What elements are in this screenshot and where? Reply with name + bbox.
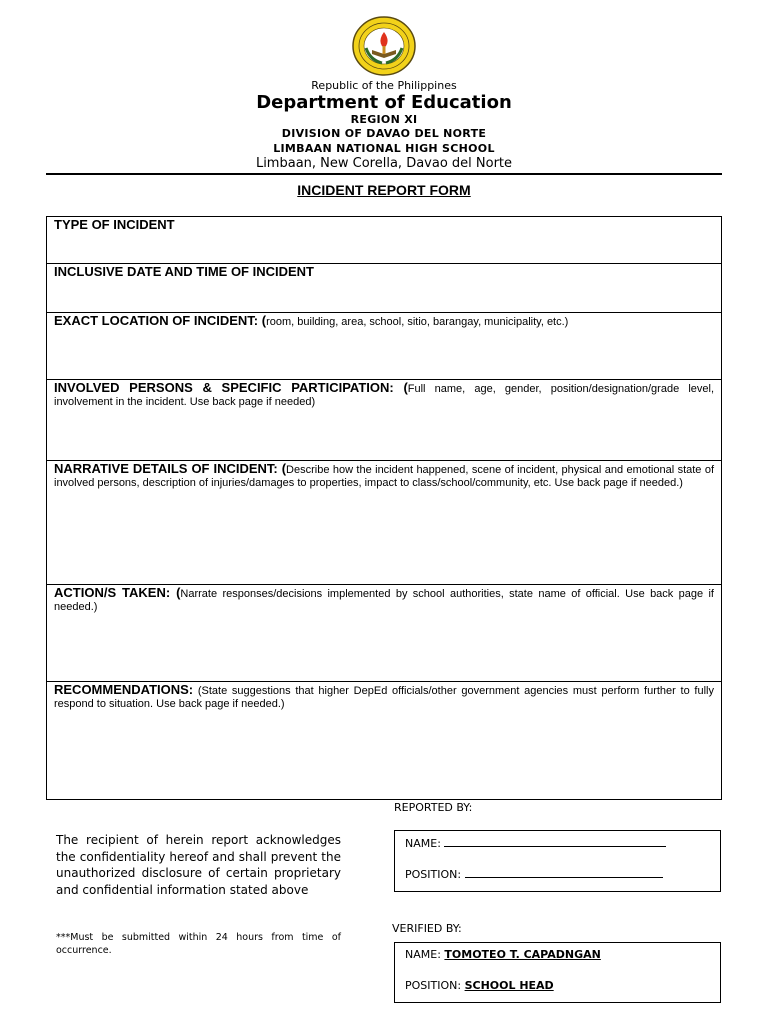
position-blank[interactable] (465, 867, 663, 878)
department-title: Department of Education (256, 92, 512, 113)
header-divider (46, 173, 722, 175)
section-label: ACTION/S TAKEN: ( (54, 585, 181, 600)
submission-note: ***Must be submitted within 24 hours from time of occurrence. (56, 932, 341, 956)
section-date-time[interactable] (47, 264, 721, 313)
reported-by-box (394, 830, 721, 892)
position-label: POSITION: (405, 979, 465, 992)
section-hint: Describe how the incident happened, scene of incident, physical and emotional state of involved persons, description of injuries/damages to properties, impact to class/school/community, etc. Use back page if needed.) (54, 464, 714, 489)
school-address: Limbaan, New Corella, Davao del Norte (255, 156, 513, 171)
name-label: NAME: (405, 948, 445, 961)
confidentiality-notice: The recipient of herein report acknowledges the confidentiality hereof and shall prevent the unauthorized disclosure of certain proprietary and confidential information stated above (56, 833, 341, 897)
section-involved-persons[interactable] (47, 380, 721, 461)
form-title: INCIDENT REPORT FORM (297, 182, 471, 198)
incident-form-table (46, 216, 722, 800)
verifier-name: TOMOTEO T. CAPADNGAN (444, 948, 601, 961)
section-type-of-incident[interactable] (47, 217, 721, 264)
verifier-name-field (405, 948, 601, 961)
school-seal-icon (352, 16, 416, 76)
republic-label: Republic of the Philippines (311, 79, 457, 92)
school-name: LIMBAAN NATIONAL HIGH SCHOOL (273, 142, 495, 155)
section-label: INCLUSIVE DATE AND TIME OF INCIDENT (54, 264, 314, 279)
reported-by-label: REPORTED BY: (394, 801, 473, 814)
section-hint: room, building, area, school, sitio, barangay, municipality, etc.) (266, 316, 569, 328)
section-location[interactable] (47, 313, 721, 380)
section-narrative[interactable] (47, 461, 721, 585)
reporter-position-field[interactable] (405, 867, 663, 881)
section-actions-taken[interactable] (47, 585, 721, 682)
reporter-name-field[interactable] (405, 836, 666, 850)
section-label: TYPE OF INCIDENT (54, 217, 175, 232)
verified-by-box (394, 942, 721, 1003)
verifier-position: SCHOOL HEAD (464, 979, 554, 992)
region-label: REGION XI (350, 113, 418, 126)
verified-by-label: VERIFIED BY: (392, 922, 462, 935)
section-label: NARRATIVE DETAILS OF INCIDENT: ( (54, 461, 287, 476)
position-label: POSITION: (405, 868, 465, 881)
division-label: DIVISION OF DAVAO DEL NORTE (281, 127, 487, 140)
section-label: EXACT LOCATION OF INCIDENT: ( (54, 313, 267, 328)
section-label: RECOMMENDATIONS: (54, 682, 194, 697)
section-recommendations[interactable] (47, 682, 721, 799)
name-label: NAME: (405, 837, 445, 850)
section-label: INVOLVED PERSONS & SPECIFIC PARTICIPATION: ( (54, 380, 408, 395)
section-hint: Full name, age, gender, position/designation/grade level, involvement in the incident. Use back page if needed) (54, 383, 715, 408)
verifier-position-field (405, 979, 554, 992)
name-blank[interactable] (444, 836, 666, 847)
section-hint: Narrate responses/decisions implemented by school authorities, state name of official. Use back page if needed.) (54, 588, 714, 613)
section-hint: (State suggestions that higher DepEd officials/other government agencies must perform further to fully respond to situation. Use back page if needed.) (54, 685, 714, 710)
